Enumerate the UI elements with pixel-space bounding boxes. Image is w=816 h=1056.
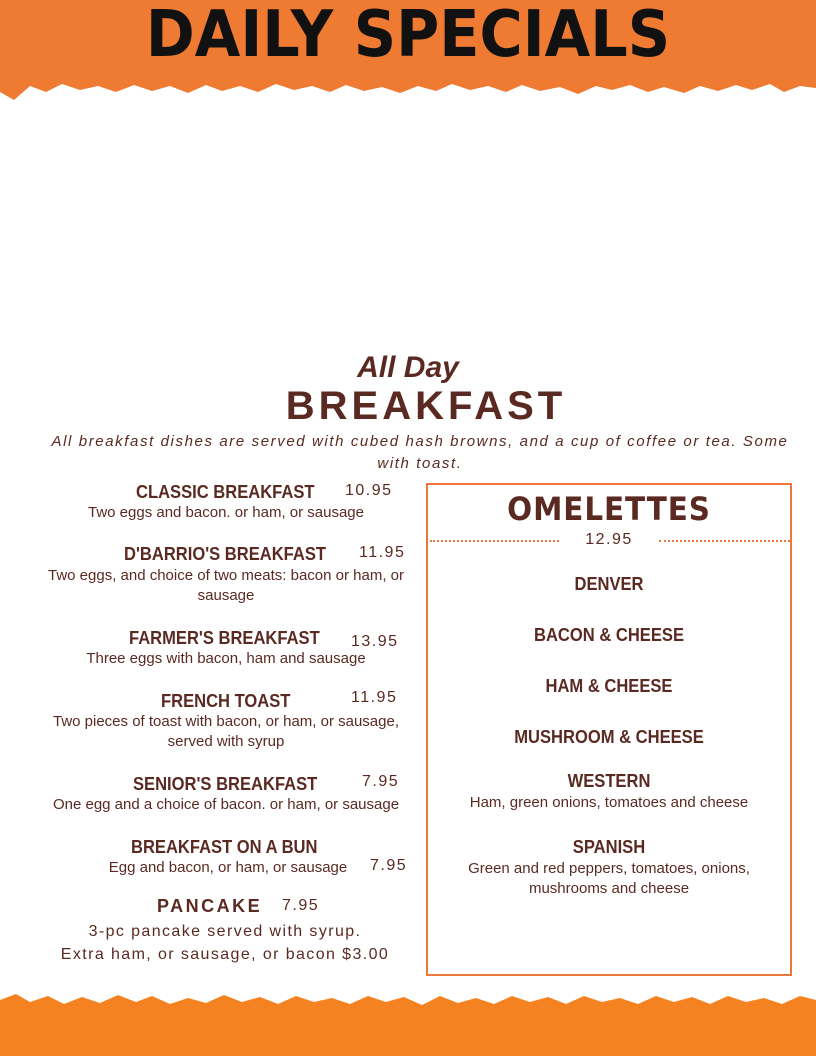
footer-banner: [0, 990, 816, 1056]
item-price: 11.95: [359, 544, 406, 561]
list-item: HAM & CHEESE: [545, 676, 673, 696]
list-item: MUSHROOM & CHEESE: [514, 727, 704, 747]
item-description: [40, 920, 410, 966]
pancake-desc-line: Extra ham, or sausage, or bacon $3.00: [60, 946, 390, 963]
item-price: 7.95: [370, 857, 408, 874]
item-price: 7.95: [282, 897, 320, 914]
page-title: DAILY SPECIALS: [145, 0, 671, 72]
item-name: D'BARRIO'S BREAKFAST: [124, 544, 327, 564]
list-item: BACON & CHEESE: [534, 625, 684, 645]
item-price: 13.95: [351, 633, 399, 650]
item-description: Green and red peppers, tomatoes, onions, mushrooms and cheese: [468, 860, 750, 897]
item-name: SENIOR'S BREAKFAST: [133, 774, 318, 794]
item-name: FRENCH TOAST: [161, 691, 291, 711]
item-description: One egg and a choice of bacon. or ham, or sausage: [52, 796, 400, 813]
omelettes-title: OMELETTES: [507, 490, 711, 528]
pancake-desc-line: 3-pc pancake served with syrup.: [88, 923, 362, 940]
item-description: Three eggs with bacon, ham and sausage: [86, 650, 366, 667]
list-item: SPANISH: [572, 837, 646, 857]
section-title: BREAKFAST: [285, 384, 567, 428]
brush-stroke-bottom: [0, 990, 816, 1056]
item-description: Two eggs, and choice of two meats: bacon or ham, or sausage: [47, 567, 405, 604]
list-item: WESTERN: [567, 771, 651, 791]
item-name: FARMER'S BREAKFAST: [129, 628, 320, 648]
omelettes-price: 12.95: [585, 531, 633, 548]
item-price: 11.95: [351, 689, 398, 706]
item-name: CLASSIC BREAKFAST: [136, 482, 315, 502]
list-item: DENVER: [574, 574, 644, 594]
item-name: BREAKFAST ON A BUN: [131, 837, 318, 857]
item-description: Ham, green onions, tomatoes and cheese: [469, 794, 749, 811]
item-price: 7.95: [362, 773, 400, 790]
section-note: All breakfast dishes are served with cubed hash browns, and a cup of coffee or tea. Some with toast.: [51, 433, 789, 472]
section-kicker: All Day: [357, 351, 459, 384]
item-description: Two pieces of toast with bacon, or ham, or sausage, served with syrup: [52, 713, 400, 750]
item-price: 10.95: [345, 482, 393, 499]
item-description: Two eggs and bacon. or ham, or sausage: [87, 504, 364, 521]
item-name: PANCAKE: [157, 896, 263, 916]
item-description: Egg and bacon, or ham, or sausage: [108, 859, 348, 876]
